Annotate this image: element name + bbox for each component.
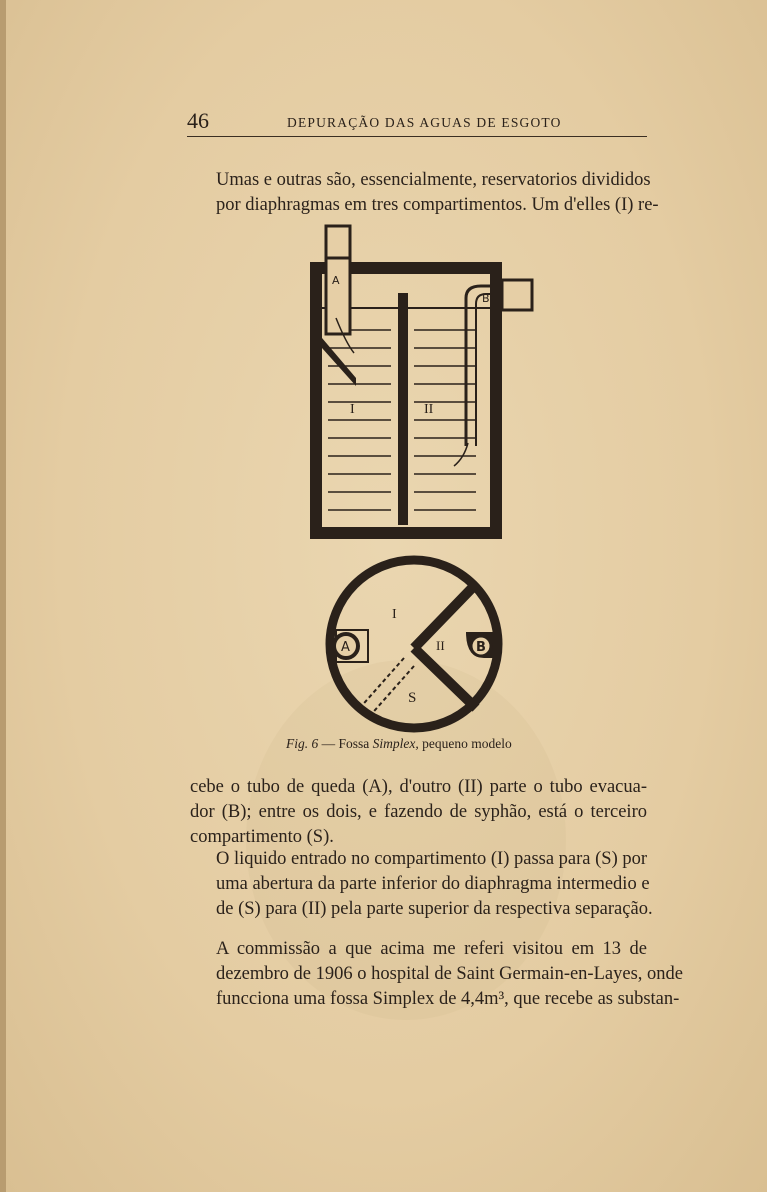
- text-line: cebe o tubo de queda (A), d'outro (II) parte o tubo evacua-: [190, 777, 647, 797]
- caption-suffix: pequeno modelo: [418, 736, 512, 751]
- text-line: A commissão a que acima me referi visitou em 13 de: [216, 939, 647, 959]
- paragraph-1: [190, 168, 659, 218]
- text-line: por diaphragmas em tres compartimentos. Um d'elles (I) re-: [216, 195, 659, 215]
- text-line: dor (B); entre os dois, e fazendo de syphão, está o terceiro: [190, 802, 647, 822]
- tank-elevation: [316, 226, 532, 543]
- plan-label-a: A: [341, 640, 350, 655]
- text-line: Umas e outras são, essencialmente, reservatorios divididos: [216, 170, 651, 190]
- elevation-label-compartment-1: I: [350, 402, 355, 417]
- text-line: compartimento (S).: [190, 827, 334, 847]
- caption-dash: — Fossa: [318, 736, 373, 751]
- text-line: funcciona uma fossa Simplex de 4,4m³, que recebe as substan-: [216, 989, 680, 1009]
- paragraph-2: [190, 775, 647, 850]
- text-line: de (S) para (II) pela parte superior da respectiva separação.: [216, 899, 653, 919]
- text-line: uma abertura da parte inferior do diaphragma intermedio e: [216, 874, 650, 894]
- figure-caption: [286, 736, 566, 752]
- text-line: dezembro de 1906 o hospital de Saint Germain-en-Layes, onde: [216, 964, 683, 984]
- tank-plan-view: [330, 560, 498, 728]
- page-header: [187, 108, 647, 137]
- elevation-label-b: B: [482, 292, 490, 305]
- plan-label-compartment-2: II: [436, 638, 445, 653]
- elevation-label-compartment-2: II: [424, 402, 434, 417]
- paragraph-3: [190, 847, 653, 922]
- caption-name: Simplex,: [372, 736, 419, 751]
- fossa-simplex-figure: [306, 218, 546, 738]
- plan-label-b: B: [476, 640, 486, 655]
- caption-figure-number: Fig. 6: [286, 736, 319, 751]
- plan-label-compartment-1: I: [392, 607, 397, 622]
- page-number: 46: [187, 108, 209, 133]
- paragraph-4: [190, 937, 683, 1012]
- plan-label-compartment-s: S: [408, 690, 417, 706]
- elevation-label-a: A: [332, 274, 340, 287]
- running-title: DEPURAÇÃO DAS AGUAS DE ESGOTO: [287, 115, 562, 130]
- text-line: O liquido entrado no compartimento (I) passa para (S) por: [216, 849, 648, 869]
